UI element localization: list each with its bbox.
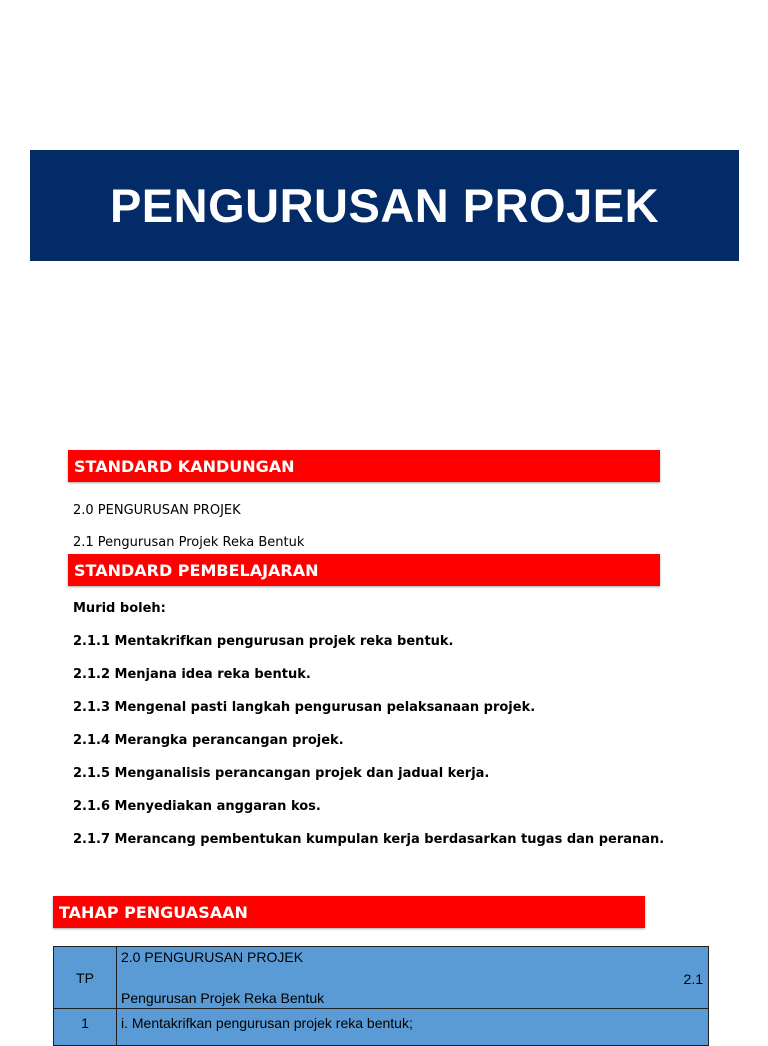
section-header-standard-kandungan xyxy=(68,450,660,482)
section-heading: TAHAP PENGUASAAN xyxy=(59,902,248,922)
content-standard-line: 2.0 PENGURUSAN PROJEK xyxy=(73,503,241,518)
tp-header-cell: TP xyxy=(54,947,117,1009)
learning-item: 2.1.5 Menganalisis perancangan projek dan jadual kerja. xyxy=(73,766,490,781)
mastery-level-table xyxy=(53,946,709,1046)
subtopic-title: Pengurusan Projek Reka Bentuk xyxy=(121,990,325,1006)
section-heading: STANDARD PEMBELAJARAN xyxy=(74,560,319,580)
topic-title: 2.0 PENGURUSAN PROJEK xyxy=(121,949,304,965)
learning-item: 2.1.4 Merangka perancangan projek. xyxy=(73,733,344,748)
learning-item: 2.1.2 Menjana idea reka bentuk. xyxy=(73,667,311,682)
content-standard-line: 2.1 Pengurusan Projek Reka Bentuk xyxy=(73,535,305,550)
table-row xyxy=(54,1009,709,1046)
section-header-tahap-penguasaan xyxy=(53,896,645,928)
learning-item: 2.1.1 Mentakrifkan pengurusan projek reka bentuk. xyxy=(73,634,454,649)
tp-description-cell: i. Mentakrifkan pengurusan projek reka bentuk; xyxy=(117,1009,709,1046)
learning-intro: Murid boleh: xyxy=(73,601,166,616)
topic-header-cell xyxy=(117,947,709,1009)
section-heading: STANDARD KANDUNGAN xyxy=(74,456,295,476)
section-header-standard-pembelajaran xyxy=(68,554,660,586)
tp-level-cell: 1 xyxy=(54,1009,117,1046)
table-header-row xyxy=(54,947,709,1009)
learning-item: 2.1.6 Menyediakan anggaran kos. xyxy=(73,799,321,814)
learning-item: 2.1.7 Merancang pembentukan kumpulan kerja berdasarkan tugas dan peranan. xyxy=(73,832,665,847)
learning-item: 2.1.3 Mengenal pasti langkah pengurusan pelaksanaan projek. xyxy=(73,700,536,715)
subtopic-number: 2.1 xyxy=(683,971,703,987)
page-title: PENGURUSAN PROJEK xyxy=(109,179,660,232)
title-banner xyxy=(30,150,739,261)
